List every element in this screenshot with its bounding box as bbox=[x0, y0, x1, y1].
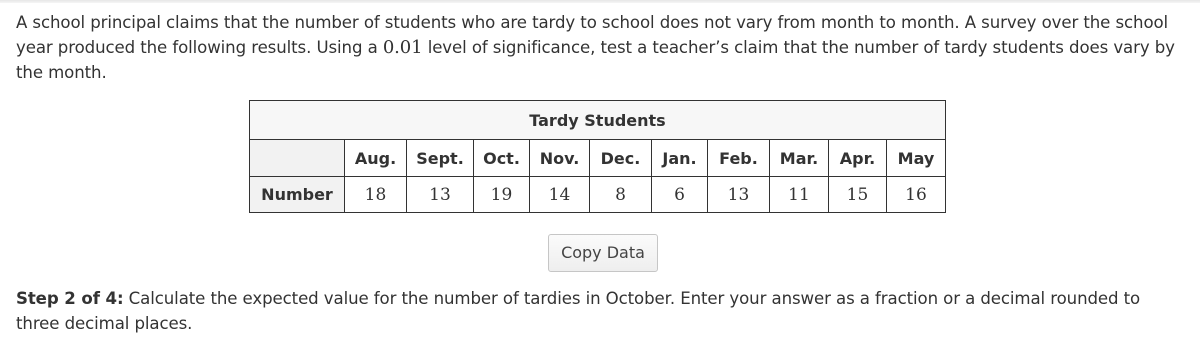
month-header-row bbox=[250, 140, 946, 177]
count-row bbox=[250, 177, 946, 213]
table-title: Tardy Students bbox=[250, 101, 946, 140]
month-header: Jan. bbox=[652, 140, 708, 177]
row-label: Number bbox=[250, 177, 345, 213]
count-cell: 14 bbox=[530, 177, 590, 213]
copy-data-button[interactable]: Copy Data bbox=[548, 234, 658, 272]
count-cell: 13 bbox=[708, 177, 770, 213]
count-cell: 13 bbox=[407, 177, 474, 213]
month-header: Dec. bbox=[590, 140, 652, 177]
month-header: Feb. bbox=[708, 140, 770, 177]
step-label: Step 2 of 4: bbox=[16, 289, 124, 308]
count-cell: 11 bbox=[770, 177, 829, 213]
step-instructions bbox=[16, 286, 1188, 336]
count-cell: 16 bbox=[887, 177, 946, 213]
problem-text-before: A school principal claims that the number of students who are tardy to school does not vary from month to month. A survey over the school year produced the following results. Using a bbox=[16, 13, 1169, 57]
tardy-students-table bbox=[249, 100, 946, 213]
month-header: May bbox=[887, 140, 946, 177]
count-cell: 19 bbox=[474, 177, 530, 213]
month-header: Oct. bbox=[474, 140, 530, 177]
step-text: Calculate the expected value for the number of tardies in October. Enter your answer as a fraction or a decimal rounded to three decimal places. bbox=[16, 289, 1141, 333]
month-header: Sept. bbox=[407, 140, 474, 177]
month-header: Mar. bbox=[770, 140, 829, 177]
count-cell: 6 bbox=[652, 177, 708, 213]
month-header: Nov. bbox=[530, 140, 590, 177]
problem-statement bbox=[16, 10, 1188, 85]
significance-level: 0.01 bbox=[382, 37, 423, 58]
corner-cell bbox=[250, 140, 345, 177]
month-header: Apr. bbox=[829, 140, 887, 177]
top-divider bbox=[0, 0, 1200, 3]
count-cell: 18 bbox=[345, 177, 407, 213]
count-cell: 8 bbox=[590, 177, 652, 213]
count-cell: 15 bbox=[829, 177, 887, 213]
problem-text-after: level of significance, test a teacher’s claim that the number of tardy students does vary by the month. bbox=[16, 38, 1175, 82]
month-header: Aug. bbox=[345, 140, 407, 177]
